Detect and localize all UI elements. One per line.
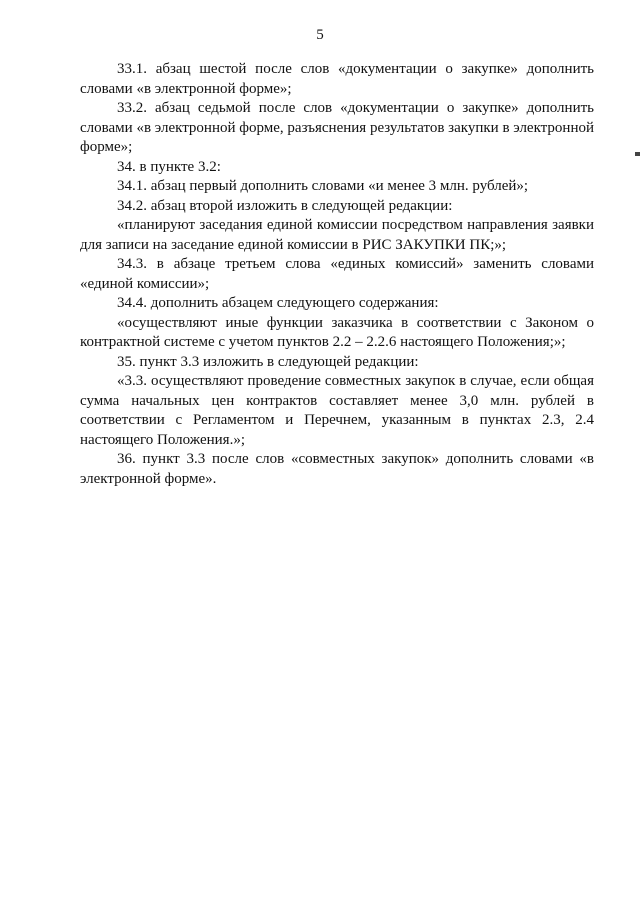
paragraph-33-1: 33.1. абзац шестой после слов «документации о закупке» дополнить словами «в электронной форме»; <box>80 61 594 97</box>
paragraph-34-2: 34.2. абзац второй изложить в следующей редакции: <box>117 197 453 214</box>
paragraph-34-1: 34.1. абзац первый дополнить словами «и менее 3 млн. рублей»; <box>117 178 529 194</box>
paragraph-33-2: 33.2. абзац седьмой после слов «документации о закупке» дополнить словами «в электронной форме, разъяснения результатов закупки в электронной форме»; <box>80 100 594 155</box>
paragraph-34-3: 34.3. в абзаце третьем слова «единых комиссий» заменить словами «единой комиссии»; <box>80 256 594 292</box>
scan-edge-mark <box>635 152 640 156</box>
paragraph-34-4: 34.4. дополнить абзацем следующего содержания: <box>117 295 439 311</box>
paragraph-35: 35. пункт 3.3 изложить в следующей редакции: <box>117 353 419 370</box>
document-body <box>80 60 594 489</box>
quote-35: «3.3. осуществляют проведение совместных закупок в случае, если общая сумма начальных цен контрактов составляет менее 3,0 млн. рублей в соответствии с Регламентом и Перечнем, указанным в пунктах 2.3, 2.4 настоящего Положения.»; <box>80 373 594 448</box>
quote-34-2: «планируют заседания единой комиссии посредством направления заявки для записи на заседание единой комиссии в РИС ЗАКУПКИ ПК;»; <box>80 217 594 253</box>
quote-34-4: «осуществляют иные функции заказчика в соответствии с Законом о контрактной системе с учетом пунктов 2.2 – 2.2.6 настоящего Положения;»; <box>80 314 594 350</box>
page-number: 5 <box>316 27 324 43</box>
paragraph-36: 36. пункт 3.3 после слов «совместных закупок» дополнить словами «в электронной форме». <box>80 451 594 487</box>
paragraph-34: 34. в пункте 3.2: <box>117 158 221 175</box>
